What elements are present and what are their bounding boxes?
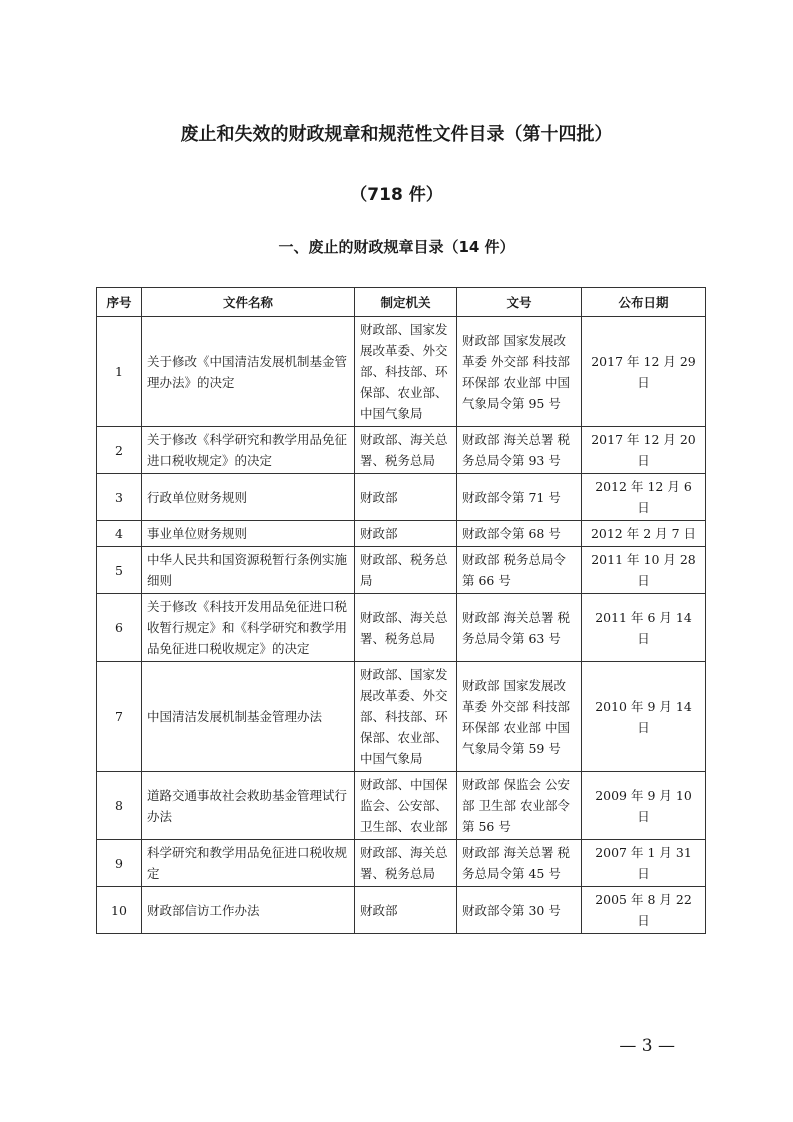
cell-doc-no: 财政部令第 71 号: [457, 474, 582, 521]
cell-seq: 3: [97, 474, 142, 521]
table-row: [97, 521, 706, 547]
cell-doc-no: 财政部 海关总署 税务总局令第 45 号: [457, 840, 582, 887]
cell-date: 2011 年 10 月 28 日: [582, 547, 706, 594]
cell-name: 关于修改《科技开发用品免征进口税收暂行规定》和《科学研究和教学用品免征进口税收规定》的决定: [142, 594, 355, 662]
cell-date: 2009 年 9 月 10 日: [582, 772, 706, 840]
cell-doc-no: 财政部 税务总局令第 66 号: [457, 547, 582, 594]
table-row: [97, 317, 706, 427]
table-row: [97, 772, 706, 840]
header-name: 文件名称: [142, 288, 355, 317]
page-number: — 3 —: [619, 1036, 675, 1056]
cell-name: 行政单位财务规则: [142, 474, 355, 521]
header-agency: 制定机关: [355, 288, 457, 317]
cell-name: 道路交通事故社会救助基金管理试行办法: [142, 772, 355, 840]
catalog-table: [96, 287, 706, 934]
cell-seq: 5: [97, 547, 142, 594]
cell-date: 2007 年 1 月 31 日: [582, 840, 706, 887]
cell-date: 2017 年 12 月 29 日: [582, 317, 706, 427]
cell-agency: 财政部: [355, 474, 457, 521]
table-row: [97, 887, 706, 934]
cell-name: 财政部信访工作办法: [142, 887, 355, 934]
cell-doc-no: 财政部 国家发展改革委 外交部 科技部 环保部 农业部 中国气象局令第 95 号: [457, 317, 582, 427]
table-row: [97, 840, 706, 887]
table-row: [97, 547, 706, 594]
header-seq: 序号: [97, 288, 142, 317]
cell-name: 中华人民共和国资源税暂行条例实施细则: [142, 547, 355, 594]
cell-doc-no: 财政部令第 68 号: [457, 521, 582, 547]
cell-agency: 财政部、海关总署、税务总局: [355, 840, 457, 887]
section-heading: 一、废止的财政规章目录（14 件）: [278, 238, 515, 256]
header-date: 公布日期: [582, 288, 706, 317]
table-row: [97, 427, 706, 474]
cell-seq: 6: [97, 594, 142, 662]
cell-seq: 10: [97, 887, 142, 934]
cell-date: 2017 年 12 月 20 日: [582, 427, 706, 474]
cell-name: 中国清洁发展机制基金管理办法: [142, 662, 355, 772]
cell-name: 关于修改《科学研究和教学用品免征进口税收规定》的决定: [142, 427, 355, 474]
cell-seq: 1: [97, 317, 142, 427]
cell-seq: 9: [97, 840, 142, 887]
cell-date: 2011 年 6 月 14 日: [582, 594, 706, 662]
cell-seq: 7: [97, 662, 142, 772]
cell-agency: 财政部、海关总署、税务总局: [355, 427, 457, 474]
cell-agency: 财政部、税务总局: [355, 547, 457, 594]
table-row: [97, 474, 706, 521]
cell-agency: 财政部、海关总署、税务总局: [355, 594, 457, 662]
cell-seq: 2: [97, 427, 142, 474]
cell-doc-no: 财政部 海关总署 税务总局令第 63 号: [457, 594, 582, 662]
cell-name: 关于修改《中国清洁发展机制基金管理办法》的决定: [142, 317, 355, 427]
cell-agency: 财政部: [355, 521, 457, 547]
cell-date: 2005 年 8 月 22 日: [582, 887, 706, 934]
table-row: [97, 662, 706, 772]
cell-agency: 财政部: [355, 887, 457, 934]
document-title: 废止和失效的财政规章和规范性文件目录（第十四批）: [180, 124, 613, 145]
cell-seq: 8: [97, 772, 142, 840]
cell-doc-no: 财政部 海关总署 税务总局令第 93 号: [457, 427, 582, 474]
cell-name: 事业单位财务规则: [142, 521, 355, 547]
cell-date: 2010 年 9 月 14 日: [582, 662, 706, 772]
table-header-row: [97, 288, 706, 317]
cell-doc-no: 财政部令第 30 号: [457, 887, 582, 934]
table-row: [97, 594, 706, 662]
cell-agency: 财政部、中国保监会、公安部、卫生部、农业部: [355, 772, 457, 840]
cell-date: 2012 年 12 月 6 日: [582, 474, 706, 521]
cell-name: 科学研究和教学用品免征进口税收规定: [142, 840, 355, 887]
cell-seq: 4: [97, 521, 142, 547]
cell-doc-no: 财政部 国家发展改革委 外交部 科技部 环保部 农业部 中国气象局令第 59 号: [457, 662, 582, 772]
cell-date: 2012 年 2 月 7 日: [582, 521, 706, 547]
document-count: （718 件）: [350, 185, 443, 205]
cell-doc-no: 财政部 保监会 公安部 卫生部 农业部令第 56 号: [457, 772, 582, 840]
header-doc-no: 文号: [457, 288, 582, 317]
cell-agency: 财政部、国家发展改革委、外交部、科技部、环保部、农业部、中国气象局: [355, 662, 457, 772]
cell-agency: 财政部、国家发展改革委、外交部、科技部、环保部、农业部、中国气象局: [355, 317, 457, 427]
